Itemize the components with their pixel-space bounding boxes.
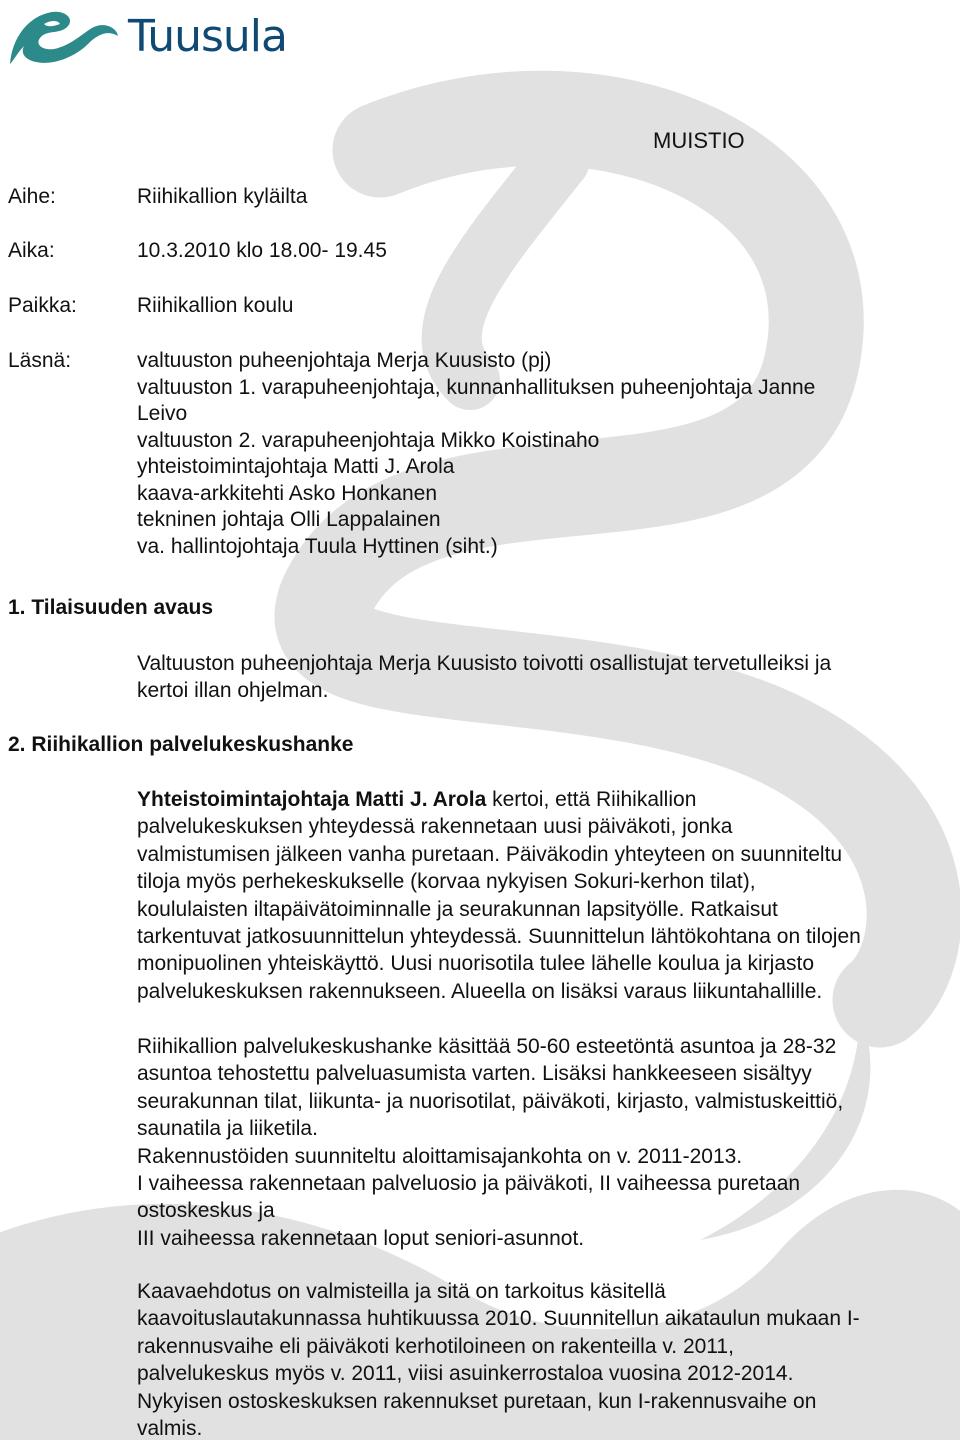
attendee-line: Leivo [137, 402, 188, 425]
speaker-name: Yhteistoimintajohtaja Matti J. Arola [137, 788, 487, 811]
paragraph-line: palvelukeskuksen rakennukseen. Alueella on lisäksi varaus liikuntahallille. [137, 979, 823, 1003]
place-label: Paikka: [8, 294, 77, 317]
section-heading-opening: 1. Tilaisuuden avaus [8, 596, 214, 619]
subject-value: Riihikallion kyläilta [137, 185, 308, 208]
service-center-paragraph-3 [137, 1278, 957, 1442]
logo-text: Tuusula [128, 11, 287, 62]
paragraph-line: Kaavaehdotus on valmisteilla ja sitä on tarkoitus käsitellä [137, 1280, 666, 1303]
paragraph-line: III vaiheessa rakennetaan loput seniori-asunnot. [137, 1226, 585, 1250]
paragraph-line: palvelukeskuksen yhteydessä rakennetaan uusi päiväkoti, jonka [137, 815, 733, 839]
attendee-line: yhteistoimintajohtaja Matti J. Arola [137, 455, 455, 478]
paragraph-line: Valtuuston puheenjohtaja Merja Kuusisto toivotti osallistujat tervetulleiksi ja [137, 652, 832, 675]
present-label: Läsnä: [8, 349, 72, 372]
time-label: Aika: [8, 239, 55, 262]
section-heading-service-center: 2. Riihikallion palvelukeskushanke [8, 733, 354, 756]
paragraph-line: rakennusvaihe eli päiväkoti kerhotiloineen on rakenteilla v. 2011, [137, 1334, 734, 1358]
attendee-line: valtuuston 2. varapuheenjohtaja Mikko Koistinaho [137, 428, 600, 452]
attendee-line: tekninen johtaja Olli Lappalainen [137, 508, 441, 531]
leaf-logo-icon [6, 4, 126, 72]
paragraph-line: tarkentuvat jatkosuunnittelun yhteydessä. Suunnittelun lähtökohtana on tilojen [137, 925, 861, 949]
paragraph-line: Nykyisen ostoskeskuksen rakennukset puretaan, kun I-rakennusvaihe on [137, 1389, 817, 1413]
paragraph-line: monipuolinen yhteiskäyttö. Uusi nuorisotila tulee lähelle koulua ja kirjasto [137, 952, 815, 976]
time-value: 10.3.2010 klo 18.00- 19.45 [137, 239, 387, 262]
lead-text: kertoi, että Riihikallion [486, 788, 697, 811]
paragraph-line: kertoi illan ohjelman. [137, 679, 329, 703]
paragraph-line: Riihikallion palvelukeskushanke käsittää 50-60 esteetöntä asuntoa ja 28-32 [137, 1035, 837, 1058]
attendee-list [137, 348, 815, 560]
opening-paragraph [137, 650, 957, 705]
paragraph-line: seurakunnan tilat, liikunta- ja nuorisotilat, päiväkoti, kirjasto, valmistuskeittiö, [137, 1089, 844, 1113]
attendee-line: valtuuston 1. varapuheenjohtaja, kunnanhallituksen puheenjohtaja Janne [137, 375, 816, 399]
paragraph-line: kaavoituslautakunnassa huhtikuussa 2010. Suunnitellun aikataulun mukaan I- [137, 1307, 860, 1331]
service-center-paragraph-1 [137, 786, 957, 1005]
paragraph-line: tiloja myös perhekeskukselle (korvaa nykyisen Sokuri-kerhon tilat), [137, 870, 756, 894]
place-value: Riihikallion koulu [137, 294, 294, 317]
attendee-line: va. hallintojohtaja Tuula Hyttinen (siht.) [137, 534, 498, 558]
paragraph-line: koululaisten iltapäivätoiminnalle ja seurakunnan lapsityölle. Ratkaisut [137, 897, 778, 921]
attendee-line: kaava-arkkitehti Asko Honkanen [137, 481, 437, 505]
paragraph-line: I vaiheessa rakennetaan palveluosio ja päiväkoti, II vaiheessa puretaan [137, 1172, 801, 1196]
paragraph-line: asuntoa tehostettu palveluasumista varten. Lisäksi hankkeeseen sisältyy [137, 1062, 812, 1086]
subject-label: Aihe: [8, 185, 56, 208]
service-center-paragraph-2 [137, 1033, 957, 1252]
paragraph-line: valmis. [137, 1417, 203, 1441]
attendee-line: valtuuston puheenjohtaja Merja Kuusisto (pj) [137, 349, 552, 372]
paragraph-line: valmistumisen jälkeen vanha puretaan. Päiväkodin yhteyteen on suunniteltu [137, 842, 843, 866]
paragraph-line: ostoskeskus ja [137, 1199, 275, 1223]
paragraph-line: Rakennustöiden suunniteltu aloittamisajankohta on v. 2011-2013. [137, 1144, 743, 1168]
paragraph-line: saunatila ja liiketila. [137, 1117, 318, 1141]
document-type: MUISTIO [653, 128, 745, 153]
tuusula-logo [6, 4, 287, 72]
paragraph-line [137, 786, 957, 813]
paragraph-line: palvelukeskus myös v. 2011, viisi asuinkerrostaloa vuosina 2012-2014. [137, 1362, 794, 1386]
